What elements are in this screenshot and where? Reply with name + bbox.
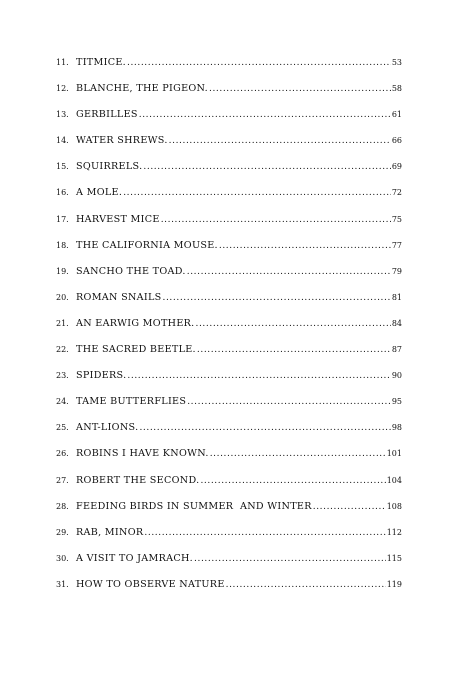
page-number: 101 <box>386 449 402 459</box>
chapter-title: A VISIT TO JAMRACH. <box>76 552 194 564</box>
chapter-title: SANCHO THE TOAD. <box>76 265 186 277</box>
toc-entry <box>56 57 402 83</box>
chapter-title: TITMICE. <box>76 57 126 68</box>
chapter-number: 21. <box>56 318 69 328</box>
page-number: 84 <box>391 318 402 328</box>
page-number: 79 <box>391 266 402 276</box>
chapter-number: 19. <box>56 266 69 276</box>
dot-leader <box>139 110 391 120</box>
dot-leader <box>210 449 386 459</box>
toc-entry <box>56 187 402 213</box>
dot-leader <box>209 84 391 94</box>
chapter-number: 17. <box>56 214 69 224</box>
page-number: 58 <box>391 84 402 94</box>
chapter-title: FEEDING BIRDS IN SUMMER AND WINTER <box>76 500 312 512</box>
chapter-number: 13. <box>56 110 69 120</box>
toc-entry <box>56 109 402 135</box>
chapter-title: GERBILLES <box>76 109 138 121</box>
chapter-number: 14. <box>56 136 69 146</box>
chapter-title: SPIDERS. <box>76 370 127 382</box>
dot-leader <box>123 188 391 198</box>
toc-entry <box>56 83 402 109</box>
chapter-title: HOW TO OBSERVE NATURE <box>76 578 225 590</box>
page-number: 77 <box>391 240 402 250</box>
dot-leader <box>163 293 391 303</box>
page-number: 119 <box>386 579 402 589</box>
dot-leader <box>187 397 391 407</box>
page-number: 72 <box>391 188 402 198</box>
dot-leader <box>196 319 391 329</box>
toc-entry <box>56 292 402 318</box>
chapter-number: 27. <box>56 475 69 485</box>
chapter-title: WATER SHREWS. <box>76 135 168 147</box>
chapter-number: 16. <box>56 188 69 198</box>
toc-entry <box>56 501 402 527</box>
toc-entry <box>56 579 402 605</box>
chapter-number: 23. <box>56 371 69 381</box>
chapter-number: 25. <box>56 423 69 433</box>
dot-leader <box>139 423 390 433</box>
page-number: 81 <box>391 292 402 302</box>
chapter-title: A MOLE. <box>76 187 123 199</box>
chapter-number: 31. <box>56 579 69 589</box>
page-number: 115 <box>386 553 402 563</box>
toc-entry <box>56 448 402 474</box>
chapter-title: SQUIRRELS. <box>76 161 143 173</box>
chapter-number: 28. <box>56 501 69 511</box>
chapter-title: THE SACRED BEETLE. <box>76 344 196 356</box>
chapter-title: ANT-LIONS. <box>76 422 139 434</box>
toc-entry <box>56 266 402 292</box>
page-number: 53 <box>391 58 402 67</box>
chapter-number: 24. <box>56 397 69 407</box>
dot-leader <box>127 371 390 381</box>
chapter-title: ROBERT THE SECOND. <box>76 474 200 486</box>
page-number: 90 <box>391 371 402 381</box>
chapter-title: TAME BUTTERFLIES <box>76 396 187 408</box>
chapter-number: 30. <box>56 553 69 563</box>
toc-entry <box>56 422 402 448</box>
toc-entry <box>56 214 402 240</box>
dot-leader <box>169 136 391 146</box>
chapter-title: AN EARWIG MOTHER. <box>76 317 195 329</box>
page-number: 69 <box>391 162 402 172</box>
table-of-contents <box>56 57 402 605</box>
chapter-title: HARVEST MICE <box>76 213 160 225</box>
chapter-title: BLANCHE, THE PIGEON. <box>76 83 208 95</box>
toc-entry <box>56 553 402 579</box>
chapter-title: ROMAN SNAILS <box>76 291 162 303</box>
chapter-number: 15. <box>56 162 69 172</box>
toc-entry <box>56 161 402 187</box>
page-number: 98 <box>391 423 402 433</box>
dot-leader <box>197 345 391 355</box>
chapter-number: 22. <box>56 345 69 355</box>
chapter-number: 29. <box>56 527 69 537</box>
dot-leader <box>144 528 385 538</box>
page-number: 87 <box>391 345 402 355</box>
dot-leader <box>187 267 391 277</box>
toc-entry <box>56 240 402 266</box>
toc-entry <box>56 370 402 396</box>
toc-entry <box>56 344 402 370</box>
dot-leader <box>161 215 391 225</box>
chapter-title: ROBINS I HAVE KNOWN. <box>76 448 209 460</box>
chapter-number: 12. <box>56 84 69 94</box>
dot-leader <box>194 554 386 564</box>
chapter-number: 18. <box>56 240 69 250</box>
page-number: 75 <box>391 214 402 224</box>
toc-entry <box>56 396 402 422</box>
page-number: 66 <box>391 136 402 146</box>
page-number: 112 <box>386 527 402 537</box>
page-number: 104 <box>386 475 402 485</box>
dot-leader <box>219 241 391 251</box>
toc-entry <box>56 318 402 344</box>
chapter-number: 26. <box>56 449 69 459</box>
toc-entry <box>56 135 402 161</box>
dot-leader <box>313 502 386 512</box>
dot-leader <box>143 162 390 172</box>
chapter-title: RAB, MINOR <box>76 526 144 538</box>
dot-leader <box>127 58 391 68</box>
page-number: 61 <box>391 110 402 120</box>
chapter-number: 11. <box>56 58 69 67</box>
page-number: 108 <box>386 501 402 511</box>
chapter-title: THE CALIFORNIA MOUSE. <box>76 239 218 251</box>
toc-entry <box>56 475 402 501</box>
page-number: 95 <box>391 397 402 407</box>
toc-entry <box>56 527 402 553</box>
dot-leader <box>200 476 385 486</box>
chapter-number: 20. <box>56 292 69 302</box>
dot-leader <box>226 580 386 590</box>
